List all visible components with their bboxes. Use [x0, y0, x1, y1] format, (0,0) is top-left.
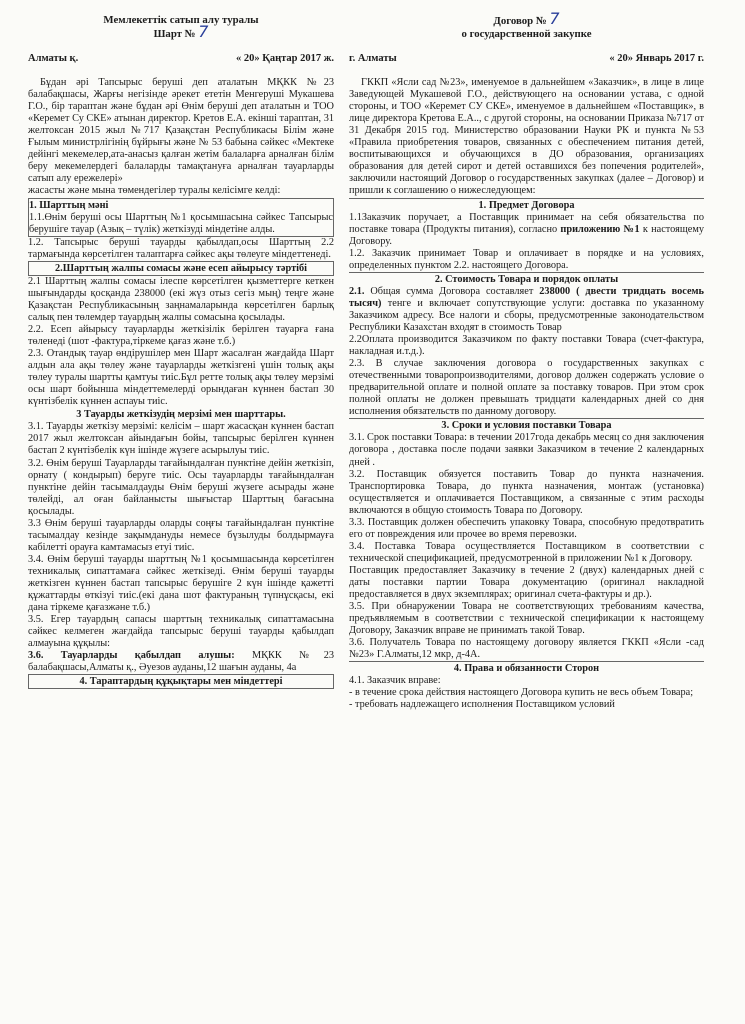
right-intro: ГККП «Ясли сад №23», именуемое в дальнейшем «Заказчик», в лице в лице Заведующей Мукашевой Г.О., действующего на основании устава, с одной стороны, и ТОО «Керемет СУ СКЕ», именуемое в дальнейшем «Поставщик», в лице директора Кретова Е.А.., с другой стороны, на основании Приказа №717 от 31 Декабря 2015 год. Министерство образовании Науки РК и пункта №53 «Правила приобретения товаров, связанных с обеспечением питания детей, воспитывающихся и обучающихся в ДО образования, организациях образования для детей сирот и детей оставшихся без попечения родителей», заключили настоящий Договор о государственных закупках (далее – Договор) и пришли к соглашению о нижеследующем:: [349, 77, 704, 197]
left-clause-1-2: 1.2. Тапсырыс беруші тауарды қабылдап,осы Шарттың 2.2 тармағында көрсетілген талаптарға сәйкес ақы төлеуге міндеттенеді.: [28, 236, 334, 260]
left-title-number-label: Шарт №: [153, 28, 196, 40]
right-title-line1: [349, 9, 704, 28]
left-section-1-box: [28, 198, 334, 237]
left-intro: Бұдан әрі Тапсырыс беруші деп аталатын МҚКК №23 балабақшасы, Жарғы негізінде әрекет ететін Менгерушi Мукашева Г.О., бір тараптан және бұдан әрі Өнім беруші деп аталатын и ТОО «Керемет Су СКЕ» атынан директор. Кретов Е.А. екінші тараптан, 31 желтоксан 2015 жыл №717 Қазақстан Республикасы Білім және Ғылым министрлігінің бұйрығы және № 53 бабына сәйкес «Мектеке дейінгі мекемелер,ата-анасыз қалған жетім балаларға арналған білім беру мекемелердегі балаларды тамақтануға арналған тауарларды сатып алу ережелері»: [28, 77, 334, 185]
left-city-date-row: [28, 53, 334, 65]
right-section-3-rule: [349, 418, 704, 432]
left-clause-3-5: 3.5. Егер тауардың сапасы шарттың техникалық сипаттамасына сәйкес келмеген жағдайда тапсырыс беруші тауарды қабылдап алмауына құқылы:: [28, 614, 334, 650]
left-section-4-heading: 4. Тараптардың құқықтары мен міндеттері: [79, 676, 283, 688]
left-clause-3-6-text: МҚКК №23 балабақшасы,Алматы қ., Әуезов ауданы,12 шағын ауданы, 4а: [28, 650, 334, 674]
left-clause-2-2: 2.2. Есеп айырысу тауарларды жеткізілік берілген тауарға ғана төленеді (шот -фактура,тіркеме қағаз және т.б.): [28, 323, 334, 348]
right-section-1-heading: 1. Предмет Договора: [478, 199, 575, 211]
left-clause-3-6: [28, 650, 334, 674]
left-city: Алматы қ.: [28, 53, 79, 64]
right-clause-3-5: 3.5. При обнаружении Товара не соответствующих требованиям качества, предъявляемым в соответствии с технической спецификации к настоящему Договору, Заказчик вправе не принимать такой Товар.: [349, 601, 704, 637]
left-intro-tail: жасасты және мына төмендегілер туралы келісімге келді:: [28, 185, 281, 197]
right-clause-3-4: 3.4. Поставка Товара осуществляется Поставщиком в соответствии с технической спецификацией, предусмотренной в приложении №1 к Договору.: [349, 540, 704, 564]
right-clause-2-3: 2.3. В случае заключения договора о государственных закупках с отечественными товаропроизводителями, договор должен содержать условие о предварительной оплате и полной оплате за поставку товаров. При этом срок полной оплаты не должен превышать тридцати календарных дней со дня исполнения обязательств по данному договору.: [349, 358, 704, 418]
right-clause-2-1: [349, 286, 704, 334]
right-clause-3-2: 3.2. Поставщик обязуется поставить Товар до пункта назначения. Транспортировка Товара, до пункта назначения, монтаж (установка) осуществляется и оплачивается Поставщиком, а связанные с этим расходы включаются в общую стоимость Товара по Договору.: [349, 468, 704, 516]
left-section-1-heading: 1. Шарттың мәні: [29, 199, 109, 211]
right-clause-1-1-text: 1.1Заказчик поручает, а Поставщик принимает на себя обязательства по поставке товара (Продукты питания), согласно: [349, 211, 704, 235]
russian-column: [349, 9, 705, 711]
left-title: [28, 14, 334, 41]
right-section-4-heading: 4. Права и обязанности Сторон: [453, 663, 600, 675]
left-section-2-heading: 2.Шарттың жалпы сомасы және есеп айырысу тәртібі: [54, 262, 308, 274]
right-clause-1-1-appendix: приложению №1: [560, 223, 640, 235]
left-title-line1: Мемлекеттік сатып алу туралы: [103, 14, 259, 26]
left-clause-1-1: 1.1.Өнім беруші осы Шарттың №1 қосымшасына сәйкес Тапсырыс берушіге тауар (Азық – түлік) жеткізуді міндетіне алды.: [29, 211, 333, 235]
left-clause-2-1: 2.1 Шарттың жалпы сомасы ілеспе көрсетілген қызметтерге кеткен шығындарды қосқанда 238000 (екі жүз отыз сегіз мың) теңге және Қазақстан Республикасының заңнамаларында көрсетілген барлық салық пен төлемдер тауардың жалпы сомасына қосылады.: [28, 275, 334, 323]
left-section-3-heading: 3 Тауарды жеткізудің мерзімі мен шарттары.: [76, 409, 286, 421]
right-number-signature: 7: [549, 9, 560, 28]
left-clause-3-6-label: 3.6. Тауарларды қабылдап алушы:: [28, 650, 235, 662]
right-section-4-rule: [349, 661, 704, 675]
right-clause-4-1: 4.1. Заказчик вправе:: [349, 675, 441, 687]
left-clause-3-1: 3.1. Тауарды жеткізу мерзімі: келісім – шарт жасасқан күннен бастап 2017 жыл желтоксан айындағын бойы, тапсырыс берілген күннен бастап 2 күнтізбелік күн ішінде жүзеге асырылуы тиіс.: [28, 421, 334, 457]
right-clause-3-6: 3.6. Получатель Товара по настоящему договору является ГККП «Ясли -сад №23» Г.Алматы,12 мкр, д-4А.: [349, 637, 704, 661]
left-clause-3-3: 3.3 Өнім беруші тауарларды оларды соңғы тағайындалған пунктіне тасымалдау кезінде зақымдануды немесе бүзылуды болдырмауға кабілетті орауға камтамасыз етуі тиіс.: [28, 517, 334, 553]
right-section-2-heading: 2. Стоимость Товара и порядок оплаты: [434, 273, 619, 285]
left-date: « 20» Қаңтар 2017 ж.: [235, 53, 334, 64]
left-clause-3-4: 3.4. Өнім беруші тауарды шарттың №1 қосымшасында көрсетілген техникалық сипаттамаға сәйкес жеткізеді. Өнім беруші тауарды жеткізген күннен бастап тапсырыс берушіге 2 күн ішінде қажетті құжаттарды өткізуі тиіс.(екі дана шот фактураның түпнұсқасы, екі дана тіркеме қағазжәне т.б.): [28, 553, 334, 614]
right-title: [349, 9, 704, 41]
left-section-2-box: [28, 261, 334, 276]
right-clause-4-1-a: - в течение срока действия настоящего Договора купить не весь объем Товара;: [349, 687, 694, 699]
left-section-4-box: [28, 674, 334, 689]
right-clause-2-1-number: 2.1.: [349, 285, 365, 297]
right-clause-2-1-text: Общая сумма Договора составляет: [370, 285, 534, 297]
kazakh-column: [28, 14, 334, 689]
right-clause-1-1: [349, 212, 704, 248]
left-clause-3-2: 3.2. Өнім беруші Тауарларды тағайындалған пунктіне дейін жеткізіп, орнату ( кондырып) беруге тиіс. Осы тауарларды тағайындалған пунктіне дейін тасымалдауды Өнім беруші жүзеге асырады және төлейді, ал оған байланысты шығыстар Шарттың бағасына қосылады.: [28, 457, 334, 517]
right-date: « 20» Январь 2017 г.: [609, 53, 704, 64]
right-clause-1-1-tail: к настоящему Договору.: [349, 223, 705, 247]
right-clause-3-3: 3.3. Поставщик должен обеспечить упаковку Товара, способную предотвратить его от повреждения или прочее во время перевозки.: [349, 516, 704, 540]
right-clause-2-1-tail: тенге и включает сопутствующие услуги: доставка по указанному Заказчиком адресу. Все налоги и сборы, предусмотренные законодательством Республики Казахстан входят в стоимость Товар: [349, 297, 704, 333]
right-clause-1-2: 1.2. Заказчик принимает Товар и оплачивает в порядке и на условиях, определенных пунктом 2.2. настоящего Договора.: [349, 247, 704, 271]
right-clause-4-1-b: - требовать надлежащего исполнения Поставщиком условий: [349, 699, 615, 711]
right-clause-2-2: 2.2Оплата производится Заказчиком по факту поставки Товара (счет-фактура, накладная и.т.д.).: [349, 334, 704, 358]
right-title-line2: о государственной закупке: [461, 28, 592, 40]
right-city-date-row: [349, 53, 704, 65]
left-clause-2-3: 2.3. Отандық тауар өндірушілер мен Шарт жасалған жағдайда Шарт алдын ала ақы төлеу және тауарларды жеткізгені үшін толық ақы төлеу туралы шартты қамтуы тиіс.Бұл ретте толық ақы төлеу мерзімі осы шарт бойынша міндеттемелерді орындаған күннен бастап 30 күнтізбелік күннен аспауы тиіс.: [28, 348, 334, 408]
right-section-1-rule: [349, 198, 704, 212]
right-section-2-rule: [349, 272, 704, 286]
right-city: г. Алматы: [349, 53, 397, 64]
right-clause-3-1: 3.1. Срок поставки Товара: в течении 2017года декабрь месяц со дня заключения договора , доставка после подачи заявки Заказчиком в течение 2 календарных дней .: [349, 432, 704, 468]
left-title-line2: [28, 22, 334, 41]
right-section-3-heading: 3. Сроки и условия поставки Товара: [441, 420, 612, 432]
left-number-signature: 7: [198, 22, 209, 41]
right-clause-2-1-amount: 238000 ( двести тридцать восемь тысяч): [349, 285, 704, 309]
right-clause-3-4b: Поставщик предоставляет Заказчику в течение 2 (двух) календарных дней с даты поставки партии Товара документацию (оригинал накладной предоставляется в двух экземплярах; оригинал счета-фактуры и др.).: [349, 564, 704, 601]
right-title-number-label: Договор №: [493, 15, 547, 27]
